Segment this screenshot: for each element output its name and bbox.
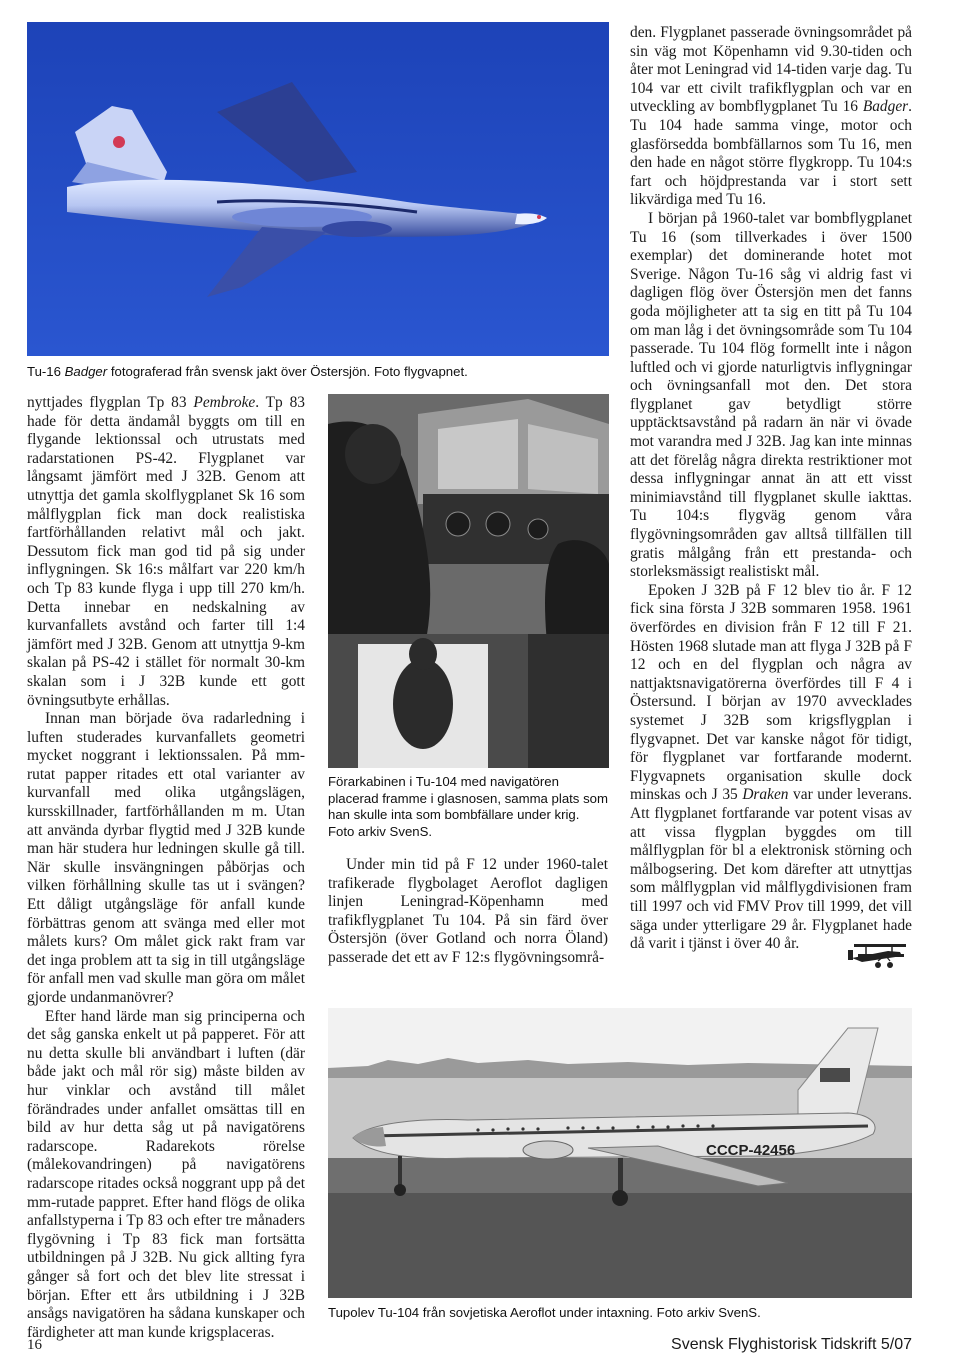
photo-tu16-badger (27, 22, 609, 356)
biplane-end-mark-icon (848, 936, 912, 970)
article-column-1 (27, 394, 305, 1342)
aircraft-registration: CCCP-42456 (706, 1142, 796, 1159)
paragraph: nyttjades flygplan Tp 83 Pembroke. Tp 83 hade för detta ändamål byggts om till en flygande lektionssal och utrustats med radarstationen PS-42. Flygplanet var långsamt jämfört med J 32B. Genom att utnyttja det gamla skolflygplanet Sk 16 som målflygplan fick man dock realistiska fartförhållanden relativt mål och jakt. Dessutom fick man god tid på sig under inflygningen. Sk 16:s målfart var 220 km/h och Tp 83 kunde flyga i upp till 270 km/h. Detta innebar en nedskalning av kurvanfallets avstånd och farter till 1:4 jämfört med J 32B. Genom att utnyttja 9-km skalan på PS-42 i stället för normalt 30-km skalan som i J 32B kunde ett gott övningsutbyte erhållas. (27, 394, 305, 709)
photo-caption-tu16: Tu-16 Badger fotograferad från svensk jakt över Östersjön. Foto flygvapnet. (27, 364, 468, 379)
photo-tu104-aeroflot (328, 1008, 912, 1298)
article-column-3 (630, 24, 912, 954)
paragraph: Innan man började öva radarledning i luften studerades kurvanfallets geometri mycket noggrant i lektionssalen. På mm-rutat papper ritades ett otal varianter av kurvanfall med olika utgångslägen, kursskillnader, fartförhållanden m m. Utan att använda dyrbar flygtid med J 32B kunde man här studera hur ledningen skulle gå till. När skulle insvängningen påbörjas och vilken förhållning skulle tas ut i svängen? Ett dåligt utgångsläge för anfall kunde förbättras genom att svänga med eller mot målets kurs? Om målet gick rakt fram var det inga problem att ta sig in till utgångsläge för anfall men vad skulle man göra om målet gjorde undanmanövrer? (27, 710, 305, 1006)
photo-caption-cockpit: Förarkabinen i Tu-104 med navigatören placerad framme i glasnosen, samma plats som han skulle inta som bombfällare under krig. Foto arkiv SvenS. (328, 774, 608, 839)
paragraph: Efter hand lärde man sig principerna och det såg ganska enkelt ut på papperet. För att nu detta skulle bli användbart i luften (där både jakt och mål rör sig) måste bilden av hur vinklar och avstånd till målet förändrades under anfallet omsättas till en bild av hur detta såg ut på navigatörens radarscope. Radarekots rörelse (målekovandringen) på navigatörens radarscope ritades också noggrant upp på det mm-rutade pappret. Efter hand flögs de olika anfallstyperna i Tp 83 och efter tre månaders flygövning i Tp 83 fick man fortsätta utbildningen på J 32B. Nu gick allting fyra gånger så fort och det blev lite stressat i början. Efter ett års utbildning i J 32B ansågs navigatören ha sådana kunskaper och färdigheter att man kunde krigsplaceras. (27, 1007, 305, 1341)
paragraph: I början på 1960-talet var bombflygplanet Tu 16 (som tillverkades i över 1500 exemplar) det dominerande hotet mot Sverige. Någon Tu-16 såg vi aldrig fast vi dagligen flög över Östersjön men det fanns goda möjligheter att ta sig en titt på Tu 104 om man låg i det övningsområde som Tu 104 passerade. Tu 104 flög formellt inte i någon luftled och vi gjorde naturligtvis inflygningar och övningsanfall mot den. Det stora flygplanet gav betydligt större upptäcktsavstånd på radarn än när vi övade mot varandra med J 32B. Jag kan inte minnas att det förelåg några direkta restriktioner mot dessa inflygningar annat än att ett visst minimiavstånd till flygplanet skulle iakttas. Tu 104:s flygväg genom våra flygövningsområden gav alltså tillfällen till gratis målgång från ett prestanda- och storleksmässigt realistiskt mål. (630, 209, 912, 581)
paragraph: Epoken J 32B på F 12 blev tio år. F 12 fick sina första J 32B sommaren 1958. 1961 överfördes en division från F 12 till F 21. Hösten 1968 slutade man att flyga J 32B på F 12 och en del flygplan och några av nattjaktsnavigatörerna överfördes till F 4 i Östersund. I början av 1970 avvecklades systemet J 32B som krigsflygplan i flygvapnet. Det var kanske något för tidigt, för flygplanet var fortfarande modernt. Flygvapnets organisation skulle dock minskas och J 35 Draken var under leverans. Att flygplanet fortfarande var potent visas av att vissa flygplan byggdes om till målflygplan för bl a elektronisk störning och målbogsering. Det kom därefter att utnyttjas som målflygplan vid målflygdivisionen fram till 1997 och vid FMV Prov till 1999, det vill säga under ytterligare 29 år. Flygplanet hade då varit i tjänst i över 40 år. (630, 581, 912, 953)
journal-footer: Svensk Flyghistorisk Tidskrift 5/07 (671, 1336, 912, 1353)
photo-caption-tu104: Tupolev Tu-104 från sovjetiska Aeroflot under intaxning. Foto arkiv SvenS. (328, 1305, 761, 1320)
article-column-2 (328, 856, 608, 968)
paragraph: Under min tid på F 12 under 1960-talet trafikerade flygbolaget Aeroflot dagligen linjen Leningrad-Köpenhamn med trafikflygplanet Tu 104. På sin färd över Östersjön (över Gotland och norra Öland) passerade det ett av F 12:s flygövningsområ- (328, 856, 608, 966)
paragraph: den. Flygplanet passerade övningsområdet på sin väg mot Köpenhamn vid 9.30-tiden och åter mot Leningrad vid 14-tiden varje dag. Tu 104 var ett civilt trafikflygplan och var en utveckling av bombflygplanet Tu 16 Badger. Tu 104 hade samma vinge, motor och glasförsedda bombfällarnos som Tu 16, men den hade en något större flygkropp. Tu 104:s fart och höjdprestanda var i stort sett likvärdiga med Tu 16. (630, 24, 912, 209)
page-number: 16 (27, 1337, 42, 1353)
photo-tu104-cockpit (328, 394, 609, 768)
